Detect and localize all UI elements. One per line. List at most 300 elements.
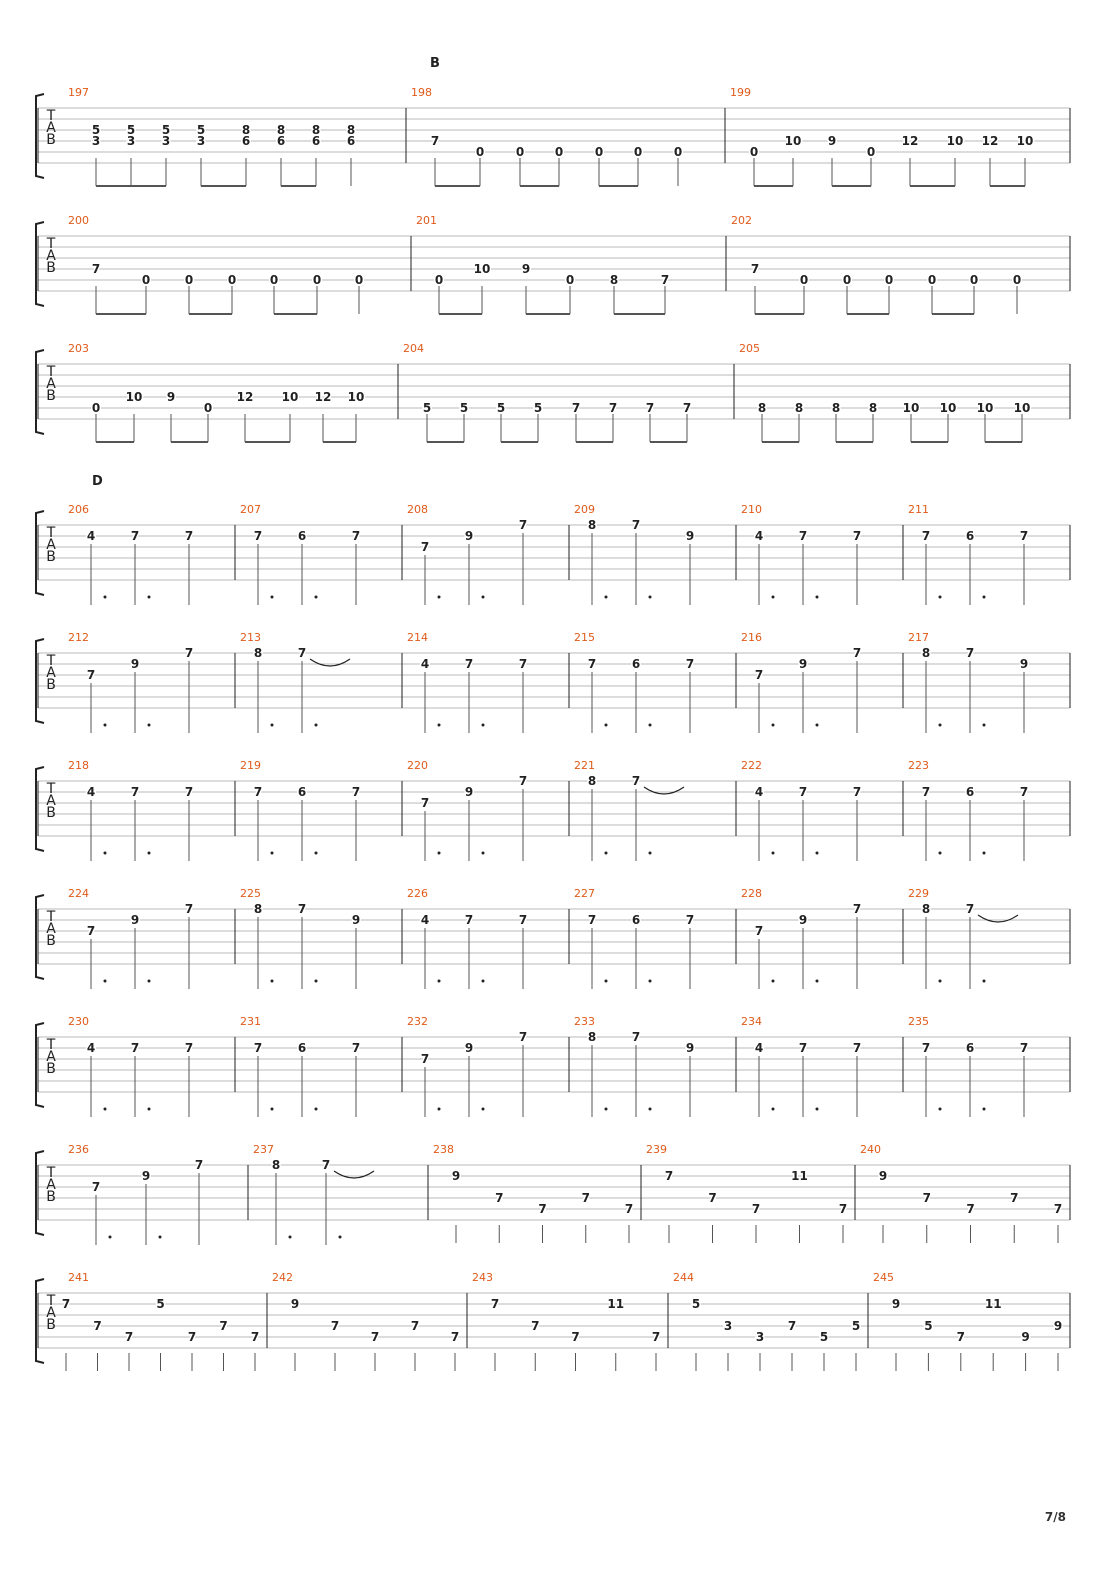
tab-note: 8 xyxy=(587,774,597,788)
tab-note: 7 xyxy=(91,262,101,276)
tab-system xyxy=(36,1271,1070,1371)
tab-clef-letter: A xyxy=(46,665,56,681)
tab-clef-letter: T xyxy=(46,364,56,380)
tab-clef-letter: B xyxy=(46,132,56,148)
tab-note: 7 xyxy=(91,1180,101,1194)
tab-clef-letter: A xyxy=(46,376,56,392)
tab-clef-letter: B xyxy=(46,388,56,404)
tab-note: 7 xyxy=(921,529,931,543)
system-bracket xyxy=(36,511,44,595)
tab-note: 9 xyxy=(451,1169,461,1183)
tab-note: 7 xyxy=(852,785,862,799)
tab-note: 7 xyxy=(631,518,641,532)
tab-note: 10 xyxy=(946,134,964,148)
tab-note: 0 xyxy=(927,273,937,287)
tab-note: 5 xyxy=(459,401,469,415)
tab-clef-letter: B xyxy=(46,677,56,693)
rhythm-dot xyxy=(939,1108,942,1111)
tab-note: 0 xyxy=(1012,273,1022,287)
tab-note: 0 xyxy=(141,273,151,287)
tab-note: 7 xyxy=(130,529,140,543)
tab-note: 8 xyxy=(921,646,931,660)
tab-note: 7 xyxy=(253,1041,263,1055)
tab-note: 7 xyxy=(194,1158,204,1172)
tab-note: 8 xyxy=(868,401,878,415)
tab-note: 4 xyxy=(754,1041,764,1055)
tab-note: 7 xyxy=(587,913,597,927)
tab-note: 9 xyxy=(1021,1330,1030,1344)
tab-note: 7 xyxy=(798,1041,808,1055)
tab-system xyxy=(36,1015,1070,1117)
tab-clef-letter: T xyxy=(46,108,56,124)
rhythm-dot xyxy=(983,596,986,599)
rhythm-dot xyxy=(148,724,151,727)
rhythm-dot xyxy=(438,980,441,983)
tab-note: 7 xyxy=(1019,1041,1029,1055)
system-bracket xyxy=(36,94,44,178)
tab-note: 8 xyxy=(587,1030,597,1044)
rhythm-dot xyxy=(605,1108,608,1111)
rhythm-dot xyxy=(939,596,942,599)
tab-note: 0 xyxy=(475,145,485,159)
tab-note: 5 xyxy=(161,123,171,137)
tab-note: 9 xyxy=(130,657,140,671)
rhythm-dot xyxy=(482,980,485,983)
tab-clef-letter: B xyxy=(46,1189,56,1205)
tab-note: 9 xyxy=(290,1297,300,1311)
tab-note: 3 xyxy=(196,134,206,148)
tab-note: 7 xyxy=(787,1319,797,1333)
measure-number: 216 xyxy=(741,631,762,644)
rhythm-dot xyxy=(983,1108,986,1111)
tab-note: 0 xyxy=(799,273,809,287)
tab-note: 0 xyxy=(312,273,322,287)
tab-note: 7 xyxy=(965,646,975,660)
rhythm-dot xyxy=(772,596,775,599)
tab-note: 7 xyxy=(852,1041,862,1055)
rhythm-dot xyxy=(939,980,942,983)
rhythm-dot xyxy=(289,1236,292,1239)
tab-note: 7 xyxy=(664,1169,674,1183)
page-number: 7/8 xyxy=(1044,1510,1066,1524)
tab-note: 9 xyxy=(521,262,531,276)
tab-note: 7 xyxy=(1019,529,1029,543)
measure-number: 244 xyxy=(673,1271,694,1284)
tab-note: 4 xyxy=(86,1041,96,1055)
tab-note: 12 xyxy=(236,390,254,404)
rhythm-dot xyxy=(939,724,942,727)
tab-note: 9 xyxy=(1053,1319,1063,1333)
rhythm-dot xyxy=(438,852,441,855)
tab-note: 7 xyxy=(921,785,931,799)
rhythm-dot xyxy=(104,980,107,983)
tab-note: 7 xyxy=(187,1330,197,1344)
tab-note: 6 xyxy=(631,657,641,671)
tab-note: 5 xyxy=(156,1297,165,1311)
tab-note: 7 xyxy=(464,657,474,671)
tab-note: 7 xyxy=(838,1202,848,1216)
tab-note: 11 xyxy=(607,1297,625,1311)
tab-note: 10 xyxy=(281,390,299,404)
tab-clef-letter: A xyxy=(46,1305,56,1321)
rhythm-dot xyxy=(438,724,441,727)
rhythm-dot xyxy=(772,980,775,983)
rhythm-dot xyxy=(438,596,441,599)
measure-number: 219 xyxy=(240,759,261,772)
rhythm-dot xyxy=(148,852,151,855)
tab-note: 7 xyxy=(450,1330,460,1344)
tab-note: 0 xyxy=(515,145,525,159)
system-bracket xyxy=(36,895,44,979)
tab-clef-letter: T xyxy=(46,525,56,541)
tab-clef-letter: A xyxy=(46,1177,56,1193)
tab-note: 5 xyxy=(851,1319,861,1333)
tab-system xyxy=(36,214,1070,314)
tab-note: 7 xyxy=(351,1041,361,1055)
tab-clef-letter: B xyxy=(46,260,56,276)
tab-note: 7 xyxy=(297,902,307,916)
tab-note: 7 xyxy=(751,1202,761,1216)
tab-note: 7 xyxy=(921,1041,931,1055)
measure-number: 243 xyxy=(472,1271,493,1284)
measure-number: 242 xyxy=(272,1271,293,1284)
tab-note: 7 xyxy=(754,668,764,682)
measure-number: 232 xyxy=(407,1015,428,1028)
tab-note: 5 xyxy=(819,1330,829,1344)
tab-system xyxy=(36,503,1070,605)
tab-note: 3 xyxy=(755,1330,765,1344)
rhythm-dot xyxy=(148,980,151,983)
rhythm-dot xyxy=(109,1236,112,1239)
tab-note: 4 xyxy=(754,785,764,799)
measure-number: 217 xyxy=(908,631,929,644)
tab-note: 6 xyxy=(346,134,356,148)
rhythm-dot xyxy=(983,724,986,727)
tab-note: 7 xyxy=(250,1330,260,1344)
measure-number: 198 xyxy=(411,86,432,99)
tab-clef-letter: A xyxy=(46,248,56,264)
system-bracket xyxy=(36,767,44,851)
measure-number: 226 xyxy=(407,887,428,900)
rhythm-dot xyxy=(605,724,608,727)
rhythm-dot xyxy=(438,1108,441,1111)
tab-note: 9 xyxy=(685,529,695,543)
rhythm-dot xyxy=(271,1108,274,1111)
tab-clef-letter: T xyxy=(46,653,56,669)
rhythm-dot xyxy=(605,852,608,855)
tab-note: 7 xyxy=(351,529,361,543)
tab-note: 7 xyxy=(685,657,695,671)
tab-systems xyxy=(36,86,1070,1371)
measure-number: 199 xyxy=(730,86,751,99)
rhythm-dot xyxy=(315,980,318,983)
tab-note: 6 xyxy=(297,529,307,543)
system-bracket xyxy=(36,1151,44,1235)
section-label-d: D xyxy=(92,474,103,489)
tab-note: 10 xyxy=(347,390,365,404)
tab-note: 7 xyxy=(86,668,96,682)
tab-note: 10 xyxy=(902,401,920,415)
tab-note: 0 xyxy=(203,401,213,415)
section-label-b: B xyxy=(430,56,440,71)
tab-clef-letter: A xyxy=(46,537,56,553)
tab-note: 8 xyxy=(346,123,356,137)
tab-note: 7 xyxy=(495,1191,504,1205)
tab-note: 0 xyxy=(749,145,759,159)
tab-note: 0 xyxy=(866,145,876,159)
tab-note: 7 xyxy=(518,774,528,788)
tab-note: 5 xyxy=(91,123,101,137)
tab-note: 7 xyxy=(682,401,692,415)
measure-number: 245 xyxy=(873,1271,894,1284)
tab-note: 7 xyxy=(581,1191,590,1205)
tab-note: 4 xyxy=(420,913,430,927)
tab-note: 3 xyxy=(126,134,136,148)
tab-note: 12 xyxy=(901,134,919,148)
rhythm-dot xyxy=(605,980,608,983)
tab-note: 7 xyxy=(587,657,597,671)
tab-note: 7 xyxy=(1010,1191,1019,1205)
tab-note: 7 xyxy=(645,401,655,415)
tab-note: 11 xyxy=(984,1297,1002,1311)
system-bracket xyxy=(36,1023,44,1107)
tab-note: 10 xyxy=(1016,134,1034,148)
measure-number: 209 xyxy=(574,503,595,516)
tab-note: 7 xyxy=(184,646,194,660)
measure-number: 236 xyxy=(68,1143,89,1156)
tab-note: 7 xyxy=(124,1330,134,1344)
tab-note: 8 xyxy=(757,401,767,415)
tab-note: 9 xyxy=(141,1169,151,1183)
rhythm-dot xyxy=(104,724,107,727)
tab-note: 7 xyxy=(430,134,440,148)
rhythm-dot xyxy=(159,1236,162,1239)
tab-note: 7 xyxy=(410,1319,420,1333)
tab-note: 0 xyxy=(269,273,279,287)
tab-note: 10 xyxy=(784,134,802,148)
tab-note: 7 xyxy=(538,1202,547,1216)
tab-note: 9 xyxy=(891,1297,901,1311)
measure-number: 237 xyxy=(253,1143,274,1156)
measure-number: 213 xyxy=(240,631,261,644)
tab-note: 0 xyxy=(554,145,564,159)
measure-number: 210 xyxy=(741,503,762,516)
tab-note: 7 xyxy=(518,913,528,927)
measure-number: 215 xyxy=(574,631,595,644)
tab-note: 8 xyxy=(253,902,263,916)
tab-note: 9 xyxy=(130,913,140,927)
measure-number: 225 xyxy=(240,887,261,900)
tab-note: 7 xyxy=(420,540,430,554)
rhythm-dot xyxy=(271,852,274,855)
measure-number: 228 xyxy=(741,887,762,900)
measure-number: 221 xyxy=(574,759,595,772)
system-bracket xyxy=(36,222,44,306)
tab-note: 7 xyxy=(184,785,194,799)
tab-note: 3 xyxy=(723,1319,733,1333)
tab-note: 6 xyxy=(241,134,251,148)
tab-system xyxy=(36,1143,1070,1245)
tab-note: 7 xyxy=(708,1191,717,1205)
rhythm-dot xyxy=(104,1108,107,1111)
tab-note: 0 xyxy=(633,145,643,159)
tab-note: 0 xyxy=(842,273,852,287)
tab-note: 10 xyxy=(125,390,143,404)
measure-number: 203 xyxy=(68,342,89,355)
rhythm-dot xyxy=(772,1108,775,1111)
tab-note: 6 xyxy=(965,529,975,543)
tie xyxy=(310,659,350,666)
tab-note: 7 xyxy=(253,785,263,799)
tab-note: 0 xyxy=(673,145,683,159)
tab-clef-letter: T xyxy=(46,781,56,797)
tab-note: 7 xyxy=(1019,785,1029,799)
tab-note: 7 xyxy=(86,924,96,938)
rhythm-dot xyxy=(649,1108,652,1111)
measure-number: 208 xyxy=(407,503,428,516)
tab-clef-letter: A xyxy=(46,1049,56,1065)
tab-note: 10 xyxy=(939,401,957,415)
tab-note: 7 xyxy=(184,902,194,916)
tab-note: 9 xyxy=(827,134,837,148)
tab-note: 8 xyxy=(271,1158,281,1172)
tab-clef-letter: B xyxy=(46,933,56,949)
tab-note: 11 xyxy=(791,1169,808,1183)
tab-clef-letter: A xyxy=(46,793,56,809)
measure-number: 220 xyxy=(407,759,428,772)
tie xyxy=(644,787,684,794)
measure-number: 201 xyxy=(416,214,437,227)
tab-note: 7 xyxy=(184,1041,194,1055)
measure-number: 241 xyxy=(68,1271,89,1284)
tab-note: 8 xyxy=(831,401,841,415)
tab-note: 7 xyxy=(351,785,361,799)
tab-note: 7 xyxy=(531,1319,540,1333)
tab-note: 3 xyxy=(161,134,171,148)
rhythm-dot xyxy=(983,980,986,983)
measure-number: 240 xyxy=(860,1143,881,1156)
tab-note: 10 xyxy=(473,262,491,276)
tab-note: 7 xyxy=(966,1202,975,1216)
tab-system xyxy=(36,631,1070,733)
tab-note: 7 xyxy=(852,529,862,543)
tab-note: 7 xyxy=(571,1330,580,1344)
measure-number: 207 xyxy=(240,503,261,516)
tab-note: 8 xyxy=(276,123,286,137)
tab-note: 7 xyxy=(631,1030,641,1044)
measure-number: 218 xyxy=(68,759,89,772)
measure-number: 197 xyxy=(68,86,89,99)
tab-note: 8 xyxy=(311,123,321,137)
tab-note: 7 xyxy=(330,1319,340,1333)
tab-note: 6 xyxy=(965,785,975,799)
tab-note: 9 xyxy=(685,1041,695,1055)
measure-number: 234 xyxy=(741,1015,762,1028)
measure-number: 235 xyxy=(908,1015,929,1028)
tab-system xyxy=(36,887,1070,989)
tab-note: 0 xyxy=(91,401,101,415)
rhythm-dot xyxy=(939,852,942,855)
tab-clef-letter: B xyxy=(46,1061,56,1077)
tab-clef-letter: B xyxy=(46,1317,56,1333)
tab-note: 4 xyxy=(86,529,96,543)
tab-note: 7 xyxy=(518,657,528,671)
tab-note: 10 xyxy=(1013,401,1031,415)
tab-note: 9 xyxy=(351,913,361,927)
rhythm-dot xyxy=(148,596,151,599)
rhythm-dot xyxy=(315,724,318,727)
tab-system xyxy=(36,759,1070,861)
rhythm-dot xyxy=(649,980,652,983)
rhythm-dot xyxy=(482,1108,485,1111)
tab-note: 7 xyxy=(754,924,764,938)
tab-note: 6 xyxy=(311,134,321,148)
rhythm-dot xyxy=(315,852,318,855)
measure-number: 233 xyxy=(574,1015,595,1028)
system-bracket xyxy=(36,1279,44,1363)
tab-note: 8 xyxy=(794,401,804,415)
tab-note: 7 xyxy=(464,913,474,927)
tab-note: 7 xyxy=(852,646,862,660)
system-bracket xyxy=(36,639,44,723)
measure-number: 204 xyxy=(403,342,424,355)
tab-note: 7 xyxy=(571,401,581,415)
tab-note: 5 xyxy=(126,123,136,137)
tab-note: 7 xyxy=(922,1191,931,1205)
measure-number: 212 xyxy=(68,631,89,644)
tab-clef-letter: B xyxy=(46,549,56,565)
tab-system xyxy=(36,342,1070,442)
tab-note: 7 xyxy=(219,1319,228,1333)
rhythm-dot xyxy=(104,596,107,599)
rhythm-dot xyxy=(605,596,608,599)
tab-note: 9 xyxy=(878,1169,888,1183)
rhythm-dot xyxy=(772,852,775,855)
tab-note: 8 xyxy=(609,273,619,287)
tab-clef-letter: T xyxy=(46,236,56,252)
rhythm-dot xyxy=(816,1108,819,1111)
measure-number: 222 xyxy=(741,759,762,772)
tab-clef-letter: A xyxy=(46,921,56,937)
measure-number: 200 xyxy=(68,214,89,227)
tab-note: 7 xyxy=(370,1330,380,1344)
tab-note: 7 xyxy=(624,1202,634,1216)
tab-note: 0 xyxy=(565,273,575,287)
tab-note: 7 xyxy=(420,1052,430,1066)
tab-note: 6 xyxy=(965,1041,975,1055)
tab-note: 0 xyxy=(354,273,364,287)
measure-number: 230 xyxy=(68,1015,89,1028)
rhythm-dot xyxy=(816,596,819,599)
tab-system xyxy=(36,86,1070,186)
tab-note: 9 xyxy=(1019,657,1029,671)
tab-note: 7 xyxy=(518,518,528,532)
measure-number: 202 xyxy=(731,214,752,227)
tab-note: 5 xyxy=(196,123,206,137)
tab-note: 7 xyxy=(965,902,975,916)
tab-clef-letter: A xyxy=(46,120,56,136)
tab-note: 8 xyxy=(587,518,597,532)
tab-note: 7 xyxy=(956,1330,965,1344)
tab-note: 7 xyxy=(130,785,140,799)
tab-note: 9 xyxy=(798,913,808,927)
tab-note: 7 xyxy=(253,529,263,543)
tab-note: 12 xyxy=(981,134,999,148)
tab-note: 8 xyxy=(241,123,251,137)
tab-note: 7 xyxy=(297,646,307,660)
tab-note: 7 xyxy=(130,1041,140,1055)
tab-clef-letter: T xyxy=(46,1037,56,1053)
